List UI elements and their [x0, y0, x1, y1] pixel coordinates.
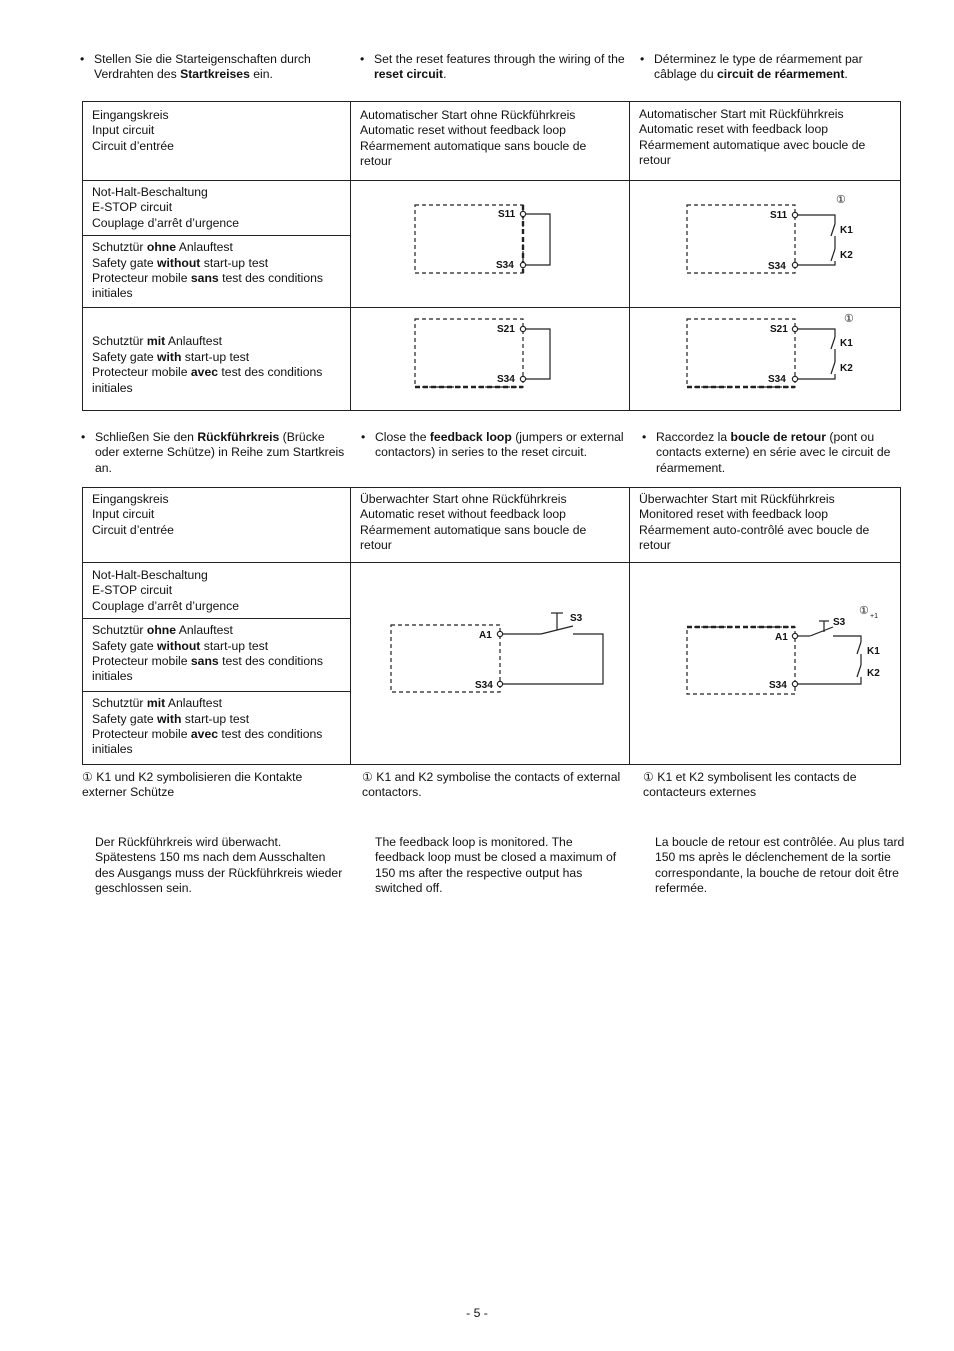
reset-table-automatic	[82, 101, 901, 411]
header-auto-without-feedback: Automatischer Start ohne Rückführkreis Automatic reset without feedback loop Réarmement automatique sans boucle de retour	[351, 102, 630, 181]
terminal-label-s34: S34	[475, 680, 493, 691]
reset-table-monitored	[82, 487, 901, 765]
diagram-cell-auto-without-2	[351, 308, 630, 411]
contact-label-k2: K2	[840, 250, 853, 261]
footnote-mark-sub: +1	[870, 613, 878, 620]
header-input-circuit: Eingangskreis Input circuit Circuit d’entrée	[83, 488, 351, 563]
footnote-de: ① K1 und K2 symbolisieren die Kontakte externer Schütze	[82, 770, 303, 800]
contact-label-k2: K2	[840, 363, 853, 375]
diagram-cell-monitored-without	[351, 563, 630, 765]
switch-label-s3: S3	[570, 613, 583, 624]
contact-label-k1: K1	[840, 225, 853, 236]
footnote-mark: ①	[844, 313, 854, 326]
diagram-cell-auto-without-1	[351, 181, 630, 308]
terminal-label-s11: S11	[770, 210, 788, 221]
row-gate-without-test: Schutztür ohne Anlauftest Safety gate without start-up test Protecteur mobile sans test des conditions initiales	[83, 619, 351, 692]
terminal-label-s21: S21	[497, 324, 515, 336]
terminal-label-a1: A1	[479, 630, 492, 641]
header-monitored-without-feedback: Überwachter Start ohne Rückführkreis Automatic reset without feedback loop Réarmement automatique sans boucle de retour	[351, 488, 630, 563]
contact-label-k1: K1	[840, 338, 853, 350]
terminal-label-s34: S34	[497, 374, 515, 386]
mid-fr: • Raccordez la boucle de retour (pont ou contacts externe) en série avec le circuit de réarmement.	[642, 430, 906, 476]
row-gate-with-test: Schutztür mit Anlauftest Safety gate with start-up test Protecteur mobile avec test des conditions initiales	[83, 692, 351, 765]
mid-en: • Close the feedback loop (jumpers or external contactors) in series to the reset circuit.	[361, 430, 627, 461]
row-gate-with-test: Schutztür mit Anlauftest Safety gate with start-up test Protecteur mobile avec test des conditions initiales	[83, 308, 351, 411]
wiring-diagram-a1-s3-s34	[351, 563, 630, 761]
monitored-text-en: The feedback loop is monitored. The feedback loop must be closed a maximum of 150 ms after the respective output has switched off.	[375, 835, 617, 896]
contact-label-k2: K2	[867, 668, 880, 679]
monitored-text-de: Der Rückführkreis wird überwacht. Spätestens 150 ms nach dem Ausschalten des Ausgangs muss der Rückführkreis wieder geschlossen sein.	[95, 835, 343, 896]
diagram-cell-auto-with-1	[630, 181, 901, 308]
terminal-label-s34: S34	[768, 261, 786, 272]
diagram-cell-monitored-with	[630, 563, 901, 765]
row-estop-circuit: Not-Halt-Beschaltung E-STOP circuit Couplage d’arrêt d’urgence	[83, 181, 351, 236]
terminal-label-s21: S21	[770, 324, 788, 336]
wiring-diagram-a1-s3-s34-k1-k2	[630, 563, 901, 761]
monitored-text-fr: La boucle de retour est contrôlée. Au plus tard 150 ms après le déclenchement de la sortie correspondante, la bouche de retour doit être refermée.	[655, 835, 905, 896]
terminal-label-s34: S34	[496, 260, 514, 271]
row-estop-circuit: Not-Halt-Beschaltung E-STOP circuit Couplage d’arrêt d’urgence	[83, 563, 351, 619]
intro-fr: • Déterminez le type de réarmement par câblage du circuit de réarmement.	[640, 52, 904, 83]
page-number: - 5 -	[466, 1306, 488, 1320]
header-input-circuit: Eingangskreis Input circuit Circuit d’entrée	[83, 102, 351, 181]
switch-label-s3: S3	[833, 617, 846, 628]
intro-de: • Stellen Sie die Starteigenschaften durch Verdrahten des Startkreises ein.	[80, 52, 344, 83]
intro-en: • Set the reset features through the wiring of the reset circuit.	[360, 52, 632, 83]
terminal-label-a1: A1	[775, 632, 788, 643]
mid-de: • Schließen Sie den Rückführkreis (Brücke oder externe Schütze) in Reihe zum Startkreis an.	[81, 430, 345, 476]
wiring-diagram-s11-s34-k1-k2	[630, 181, 901, 307]
wiring-diagram-s11-s34-bridge	[351, 181, 630, 307]
footnote-fr: ① K1 et K2 symbolisent les contacts de contacteurs externes	[643, 770, 857, 800]
footnote-en: ① K1 and K2 symbolise the contacts of external contactors.	[362, 770, 621, 800]
footnote-mark: ①	[836, 194, 846, 206]
terminal-label-s34: S34	[768, 374, 786, 386]
terminal-label-s11: S11	[498, 209, 516, 220]
wiring-diagram-s21-s34-bridge	[351, 308, 630, 410]
diagram-cell-auto-with-2	[630, 308, 901, 411]
header-auto-with-feedback: Automatischer Start mit Rückführkreis Automatic reset with feedback loop Réarmement automatique avec boucle de retour	[630, 102, 901, 181]
wiring-diagram-s21-s34-k1-k2	[630, 308, 901, 410]
footnote-mark: ①	[859, 605, 869, 617]
row-gate-without-test: Schutztür ohne Anlauftest Safety gate without start-up test Protecteur mobile sans test des conditions initiales	[83, 236, 351, 308]
terminal-label-s34: S34	[769, 680, 787, 691]
header-monitored-with-feedback: Überwachter Start mit Rückführkreis Monitored reset with feedback loop Réarmement auto-contrôlé avec boucle de retour	[630, 488, 901, 563]
contact-label-k1: K1	[867, 646, 880, 657]
